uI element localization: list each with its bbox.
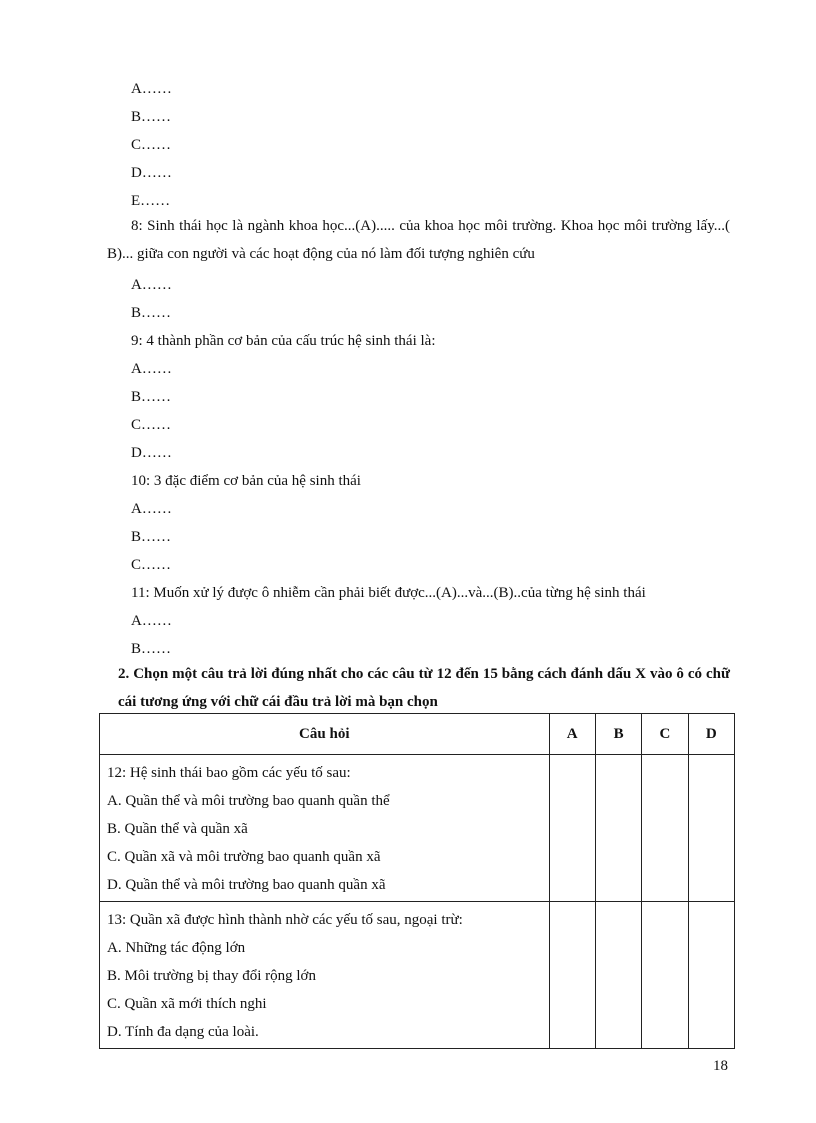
option-line: C…… <box>131 417 172 433</box>
answer-table <box>99 713 735 1049</box>
answer-line: B. Quần thể và quần xã <box>107 821 248 837</box>
answer-line: D. Quần thể và môi trường bao quanh quần xã <box>107 877 386 893</box>
mark-cell-a[interactable] <box>549 755 595 902</box>
mark-cell-c[interactable] <box>642 755 688 902</box>
option-line: B…… <box>131 529 172 545</box>
question-11-text: 11: Muốn xử lý được ô nhiễm cần phải biết được...(A)...và...(B)..của từng hệ sinh thái <box>131 585 646 601</box>
option-line: B…… <box>131 109 172 125</box>
question-9-text: 9: 4 thành phần cơ bản của cấu trúc hệ sinh thái là: <box>131 333 436 349</box>
question-cell <box>100 755 550 902</box>
question-10-text: 10: 3 đặc điểm cơ bản của hệ sinh thái <box>131 473 361 489</box>
answer-line: C. Quần xã và môi trường bao quanh quần xã <box>107 849 381 865</box>
mark-cell-c[interactable] <box>642 902 688 1049</box>
answer-line: C. Quần xã mới thích nghi <box>107 996 267 1012</box>
question-8-text: 8: Sinh thái học là ngành khoa học...(A)..... của khoa học môi trường. Khoa học môi trường lấy...( B)... giữa con người và các hoạt động của nó làm đối tượng nghiên cứu <box>107 218 730 262</box>
option-line: A…… <box>131 613 172 629</box>
option-line: D…… <box>131 445 172 461</box>
option-line: E…… <box>131 193 171 209</box>
header-option-d: D <box>688 714 734 755</box>
option-line: A…… <box>131 361 172 377</box>
answer-line: D. Tính đa dạng của loài. <box>107 1024 259 1040</box>
option-line: D…… <box>131 165 172 181</box>
question-12-text: 12: Hệ sinh thái bao gồm các yếu tố sau: <box>107 765 351 781</box>
option-line: A…… <box>131 81 172 97</box>
option-line: C…… <box>131 557 172 573</box>
header-option-b: B <box>595 714 641 755</box>
mark-cell-a[interactable] <box>549 902 595 1049</box>
header-question: Câu hỏi <box>100 714 550 755</box>
mark-cell-b[interactable] <box>595 755 641 902</box>
table-row <box>100 902 735 1049</box>
answer-line: B. Môi trường bị thay đổi rộng lớn <box>107 968 316 984</box>
mark-cell-d[interactable] <box>688 902 734 1049</box>
page-number: 18 <box>713 1058 728 1074</box>
header-option-a: A <box>549 714 595 755</box>
option-line: A…… <box>131 277 172 293</box>
table-row <box>100 755 735 902</box>
mark-cell-b[interactable] <box>595 902 641 1049</box>
section-2-heading: 2. Chọn một câu trả lời đúng nhất cho các câu từ 12 đến 15 bằng cách đánh dấu X vào ô có chữ cái tương ứng với chữ cái đầu trả lời mà bạn chọn <box>118 666 730 710</box>
question-cell <box>100 902 550 1049</box>
answer-line: A. Những tác động lớn <box>107 940 246 956</box>
mark-cell-d[interactable] <box>688 755 734 902</box>
option-line: B…… <box>131 389 172 405</box>
header-option-c: C <box>642 714 688 755</box>
option-line: A…… <box>131 501 172 517</box>
option-line: B…… <box>131 305 172 321</box>
answer-line: A. Quần thể và môi trường bao quanh quần thể <box>107 793 390 809</box>
option-line: B…… <box>131 641 172 657</box>
question-13-text: 13: Quần xã được hình thành nhờ các yếu tố sau, ngoại trừ: <box>107 912 463 928</box>
option-line: C…… <box>131 137 172 153</box>
table-header-row <box>100 714 735 755</box>
